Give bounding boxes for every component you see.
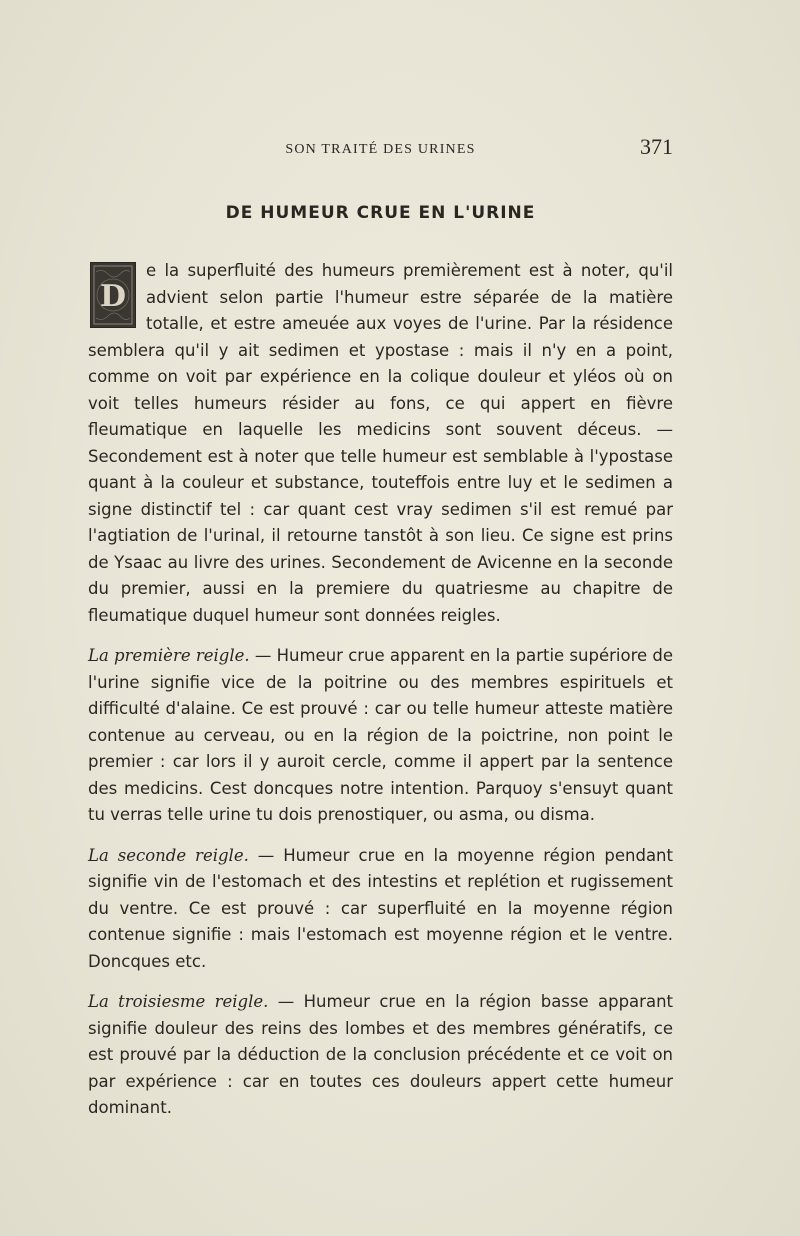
dropcap-letter: D <box>99 279 127 314</box>
paragraph-text: — Humeur crue en la moyenne région pendant signifie vin de l'estomach et des intestins et replétion et rugissement du ventre. Ce est prouvé : car superfluité en la moyenne région contenue signifie : mais l'estomach est moyenne région et le ventre. Doncques etc. <box>88 845 673 971</box>
page-number: 371 <box>640 134 673 159</box>
paragraph-rule-1 <box>88 643 673 829</box>
paragraph-text: e la superfluité des humeurs premièrement est à noter, qu'il advient selon partie l'humeur estre séparée de la matière totalle, et estre ameuée aux voyes de l'urine. Par la résidence semblera qu'il y ait sedimen et ypostase : mais il n'y en a point, comme on voit par expérience en la colique douleur et yléos où on voit telles humeurs résider au fons, ce qui appert en fièvre fleumatique en laquelle les medicins sont souvent déceus. — Secondement est à noter que telle humeur est semblable à l'ypostase quant à la couleur et substance, touteffois entre luy et le sedimen a signe distinctif tel : car quant cest vray sedimen s'il est remué par l'agtiation de l'urinal, il retourne tanstôt à son lieu. Ce signe est prins de Ysaac au livre des urines. Secondement de Avicenne en la seconde du premier, aussi en la premiere du quatriesme au chapitre de fleumatique duquel humeur sont données reigles. <box>88 261 673 625</box>
paragraph-text: — Humeur crue en la région basse apparant signifie douleur des reins des lombes et des membres génératifs, ce est prouvé par la déduction de la conclusion précédente et ce voit on par expérience : car en toutes ces douleurs appert cette humeur dominant. <box>88 992 673 1117</box>
running-title: SON TRAITÉ DES URINES <box>285 142 476 157</box>
section-title: DE HUMEUR CRUE EN L'URINE <box>225 203 536 223</box>
rule-heading: La troisiesme reigle. <box>88 992 269 1011</box>
paragraph-rule-3 <box>88 989 673 1122</box>
rule-heading: La seconde reigle. <box>88 845 249 865</box>
running-head <box>88 136 673 162</box>
paragraph-intro <box>88 258 673 629</box>
rule-heading: La première reigle. <box>88 646 250 665</box>
paragraph-text: — Humeur crue apparent en la partie supériore de l'urine signifie vice de la poitrine ou des membres espirituels et difficulté d'alaine. Ce est prouvé : car ou telle humeur atteste matière contenue au cerveau, ou en la région de la poictrine, non point le premier : car lors il y auroit cercle, comme il appert par la sentence des medicins. Cest doncques notre intention. Parquoy s'ensuyt quant tu verras telle urine tu dois prenostiquer, ou asma, ou disma. <box>88 646 674 824</box>
body-text <box>88 258 673 1122</box>
paragraph-rule-2 <box>88 843 673 976</box>
dropcap-ornament <box>90 262 136 328</box>
